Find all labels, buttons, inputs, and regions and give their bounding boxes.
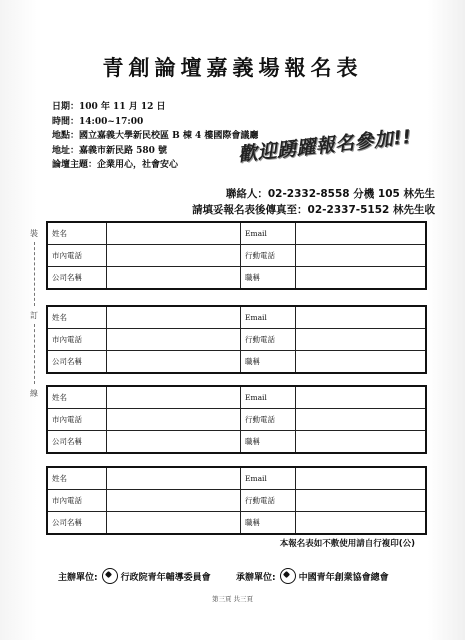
email-label: Email <box>241 467 296 490</box>
co-organizer <box>236 568 389 584</box>
fax-instruction: 請填妥報名表後傳真至：02-2337-5152 林先生收 <box>192 204 435 216</box>
job-title-field[interactable] <box>296 431 427 454</box>
phone-field[interactable] <box>107 409 241 431</box>
mobile-field[interactable] <box>296 329 427 351</box>
binding-dash-line <box>34 242 35 306</box>
registration-table-1 <box>46 221 427 290</box>
co-organizer-label: 承辦單位: <box>236 572 276 583</box>
binding-mark-zhuang: 裝 <box>30 229 38 238</box>
phone-label: 市內電話 <box>47 409 107 431</box>
event-theme: 論壇主題：企業用心，社會安心 <box>52 160 179 170</box>
organizer <box>58 568 211 584</box>
organizer-label: 主辦單位: <box>58 572 98 583</box>
phone-label: 市內電話 <box>47 245 107 267</box>
page-title: 青創論壇嘉義場報名表 <box>102 55 363 80</box>
table-row <box>47 431 426 454</box>
phone-label: 市內電話 <box>47 490 107 512</box>
event-date: 日期：100 年 11 月 12 日 <box>52 102 166 112</box>
mobile-label: 行動電話 <box>241 329 296 351</box>
job-title-label: 職稱 <box>241 351 296 374</box>
co-organizer-logo-icon <box>280 568 296 584</box>
table-row <box>47 245 426 267</box>
company-field[interactable] <box>107 431 241 454</box>
table-row <box>47 306 426 329</box>
table-row <box>47 267 426 290</box>
registration-table-4 <box>46 466 427 535</box>
mobile-field[interactable] <box>296 490 427 512</box>
event-time: 時間：14:00~17:00 <box>52 116 144 127</box>
company-field[interactable] <box>107 351 241 374</box>
organizer-logo-icon <box>102 568 118 584</box>
co-organizer-name: 中國青年創業協會總會 <box>298 572 389 583</box>
mobile-label: 行動電話 <box>241 490 296 512</box>
binding-mark-ding: 訂 <box>30 311 38 320</box>
table-row <box>47 512 426 535</box>
phone-label: 市內電話 <box>47 329 107 351</box>
company-label: 公司名稱 <box>47 267 107 290</box>
phone-field[interactable] <box>107 245 241 267</box>
binding-dash-line <box>34 324 35 384</box>
table-row <box>47 386 426 409</box>
name-field[interactable] <box>107 222 241 245</box>
photocopy-note: 本報名表如不敷使用請自行複印(公) <box>279 539 415 549</box>
email-field[interactable] <box>296 467 427 490</box>
job-title-label: 職稱 <box>241 512 296 535</box>
table-row <box>47 329 426 351</box>
name-label: 姓名 <box>47 467 107 490</box>
page-number: 第三頁 共三頁 <box>211 595 254 603</box>
table-row <box>47 467 426 490</box>
mobile-field[interactable] <box>296 245 427 267</box>
name-label: 姓名 <box>47 386 107 409</box>
welcome-banner: 歡迎踴躍報名參加!! <box>237 125 413 166</box>
table-row <box>47 351 426 374</box>
company-field[interactable] <box>107 267 241 290</box>
job-title-label: 職稱 <box>241 267 296 290</box>
binding-mark-xian: 線 <box>30 389 38 398</box>
table-row <box>47 222 426 245</box>
email-field[interactable] <box>296 306 427 329</box>
name-field[interactable] <box>107 386 241 409</box>
email-field[interactable] <box>296 222 427 245</box>
job-title-label: 職稱 <box>241 431 296 454</box>
registration-table-3 <box>46 385 427 454</box>
phone-field[interactable] <box>107 490 241 512</box>
event-info <box>52 100 258 173</box>
job-title-field[interactable] <box>296 512 427 535</box>
contact-info <box>192 186 435 218</box>
registration-table-2 <box>46 305 427 374</box>
mobile-label: 行動電話 <box>241 245 296 267</box>
name-label: 姓名 <box>47 306 107 329</box>
phone-field[interactable] <box>107 329 241 351</box>
mobile-label: 行動電話 <box>241 409 296 431</box>
contact-person: 聯絡人：02-2332-8558 分機 105 林先生 <box>225 188 435 200</box>
email-field[interactable] <box>296 386 427 409</box>
name-field[interactable] <box>107 467 241 490</box>
company-label: 公司名稱 <box>47 351 107 374</box>
company-label: 公司名稱 <box>47 512 107 535</box>
email-label: Email <box>241 386 296 409</box>
job-title-field[interactable] <box>296 351 427 374</box>
mobile-field[interactable] <box>296 409 427 431</box>
email-label: Email <box>241 306 296 329</box>
email-label: Email <box>241 222 296 245</box>
company-field[interactable] <box>107 512 241 535</box>
event-address: 地址：嘉義市新民路 580 號 <box>52 145 168 156</box>
job-title-field[interactable] <box>296 267 427 290</box>
name-field[interactable] <box>107 306 241 329</box>
company-label: 公司名稱 <box>47 431 107 454</box>
table-row <box>47 490 426 512</box>
event-venue: 地點：國立嘉義大學新民校區 B 棟 4 樓國際會議廳 <box>52 131 259 141</box>
name-label: 姓名 <box>47 222 107 245</box>
organizer-name: 行政院青年輔導委員會 <box>120 572 211 583</box>
table-row <box>47 409 426 431</box>
